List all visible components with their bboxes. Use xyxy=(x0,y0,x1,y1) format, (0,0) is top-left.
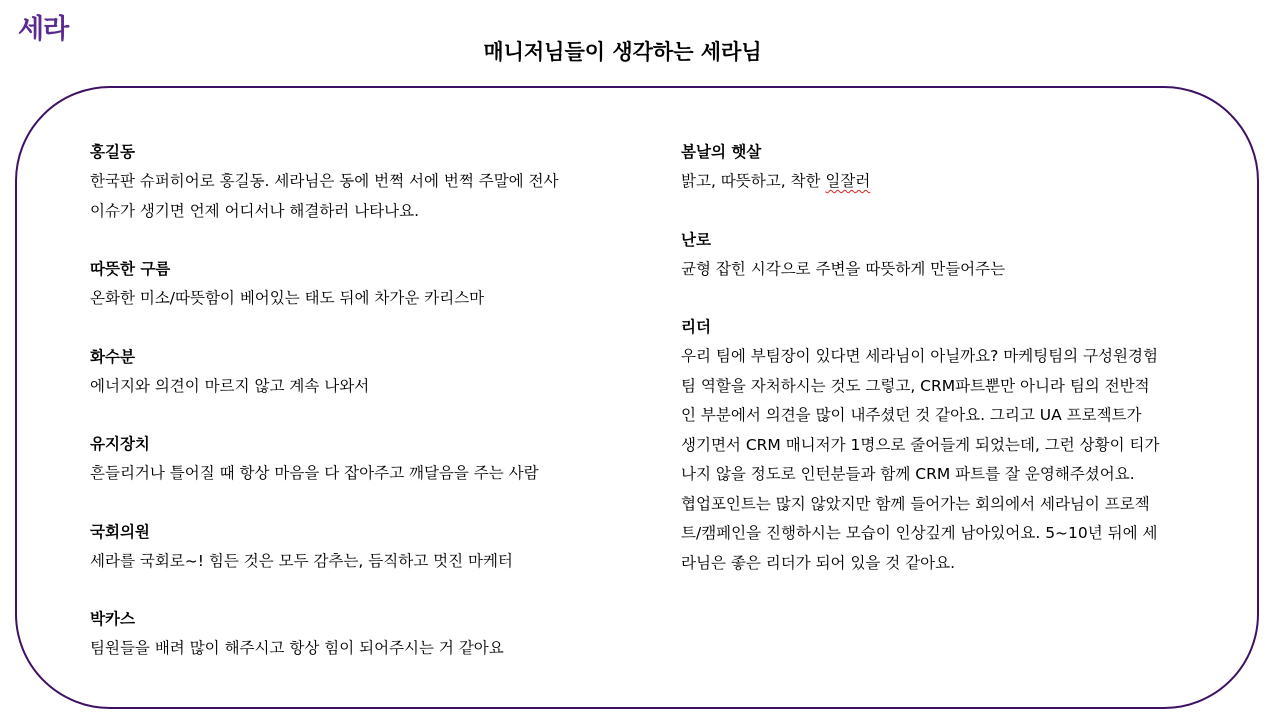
section-text: 세라를 국회로~! 힘든 것은 모두 감추는, 듬직하고 멋진 마케터 xyxy=(90,551,513,570)
section-text: 에너지와 의견이 마르지 않고 계속 나와서 xyxy=(90,376,370,395)
section-lawmaker xyxy=(90,518,650,577)
section-text: 균형 잡힌 시각으로 주변을 따뜻하게 만들어주는 xyxy=(681,259,1006,278)
section-warm-cloud xyxy=(90,255,650,314)
section-text xyxy=(681,167,1241,197)
section-text: 온화한 미소/따뜻함이 베어있는 태도 뒤에 차가운 카리스마 xyxy=(90,289,485,307)
section-text: 우리 팀에 부팀장이 있다면 세라님이 아닐까요? 마케팅팀의 구성원경험 xyxy=(681,347,1158,365)
section-title: 따뜻한 구름 xyxy=(90,260,171,278)
section-title: 박카스 xyxy=(90,610,135,628)
section-spring-sunshine xyxy=(681,138,1241,197)
right-column xyxy=(681,138,1241,607)
section-text: 이슈가 생기면 언제 어디서나 해결하러 나타나요. xyxy=(90,201,420,220)
spellcheck-marked-word: 일잘러 xyxy=(825,172,871,190)
section-title: 홍길동 xyxy=(90,143,135,161)
section-title: 국회의원 xyxy=(90,522,150,541)
section-text: 흔들리거나 틀어질 때 항상 마음을 다 잡아주고 깨달음을 주는 사람 xyxy=(90,464,539,482)
section-text: 인 부분에서 의견을 많이 내주셨던 것 같아요. 그리고 UA 프로젝트가 xyxy=(681,406,1142,424)
section-bacchus xyxy=(90,605,650,664)
section-leader xyxy=(681,313,1241,578)
section-text: 트/캠페인을 진행하시는 모습이 인상깊게 남아있어요. 5~10년 뒤에 세 xyxy=(681,524,1158,542)
section-title: 유지장치 xyxy=(90,435,150,453)
section-title: 봄날의 햇살 xyxy=(681,143,762,161)
page-title: 매니저님들이 생각하는 세라님 xyxy=(483,40,762,64)
section-title: 화수분 xyxy=(90,347,135,366)
left-column xyxy=(90,138,650,693)
section-stove xyxy=(681,226,1241,285)
section-hwasubun xyxy=(90,343,650,402)
section-text: 한국판 슈퍼히어로 홍길동. 세라님은 동에 번쩍 서에 번쩍 주말에 전사 xyxy=(90,172,559,190)
section-text: 팀 역할을 자처하시는 것도 그렇고, CRM파트뿐만 아니라 팀의 전반적 xyxy=(681,376,1150,395)
section-text: 협업포인트는 많지 않았지만 함께 들어가는 회의에서 세라님이 프로젝 xyxy=(681,494,1150,513)
section-hong-gildong xyxy=(90,138,650,226)
section-text-prefix: 밝고, 따뜻하고, 착한 xyxy=(681,172,826,190)
section-title: 난로 xyxy=(681,230,711,249)
section-text: 팀원들을 배려 많이 해주시고 항상 힘이 되어주시는 거 같아요 xyxy=(90,639,504,657)
section-text: 생기면서 CRM 매니저가 1명으로 줄어들게 되었는데, 그런 상황이 티가 xyxy=(681,435,1160,454)
section-title: 리더 xyxy=(681,318,711,336)
logo: 세라 xyxy=(18,14,69,45)
section-text: 나지 않을 정도로 인턴분들과 함께 CRM 파트를 잘 운영해주셨어요. xyxy=(681,465,1135,483)
section-text: 라님은 좋은 리더가 되어 있을 것 같아요. xyxy=(681,553,956,572)
section-maintenance-device xyxy=(90,430,650,489)
